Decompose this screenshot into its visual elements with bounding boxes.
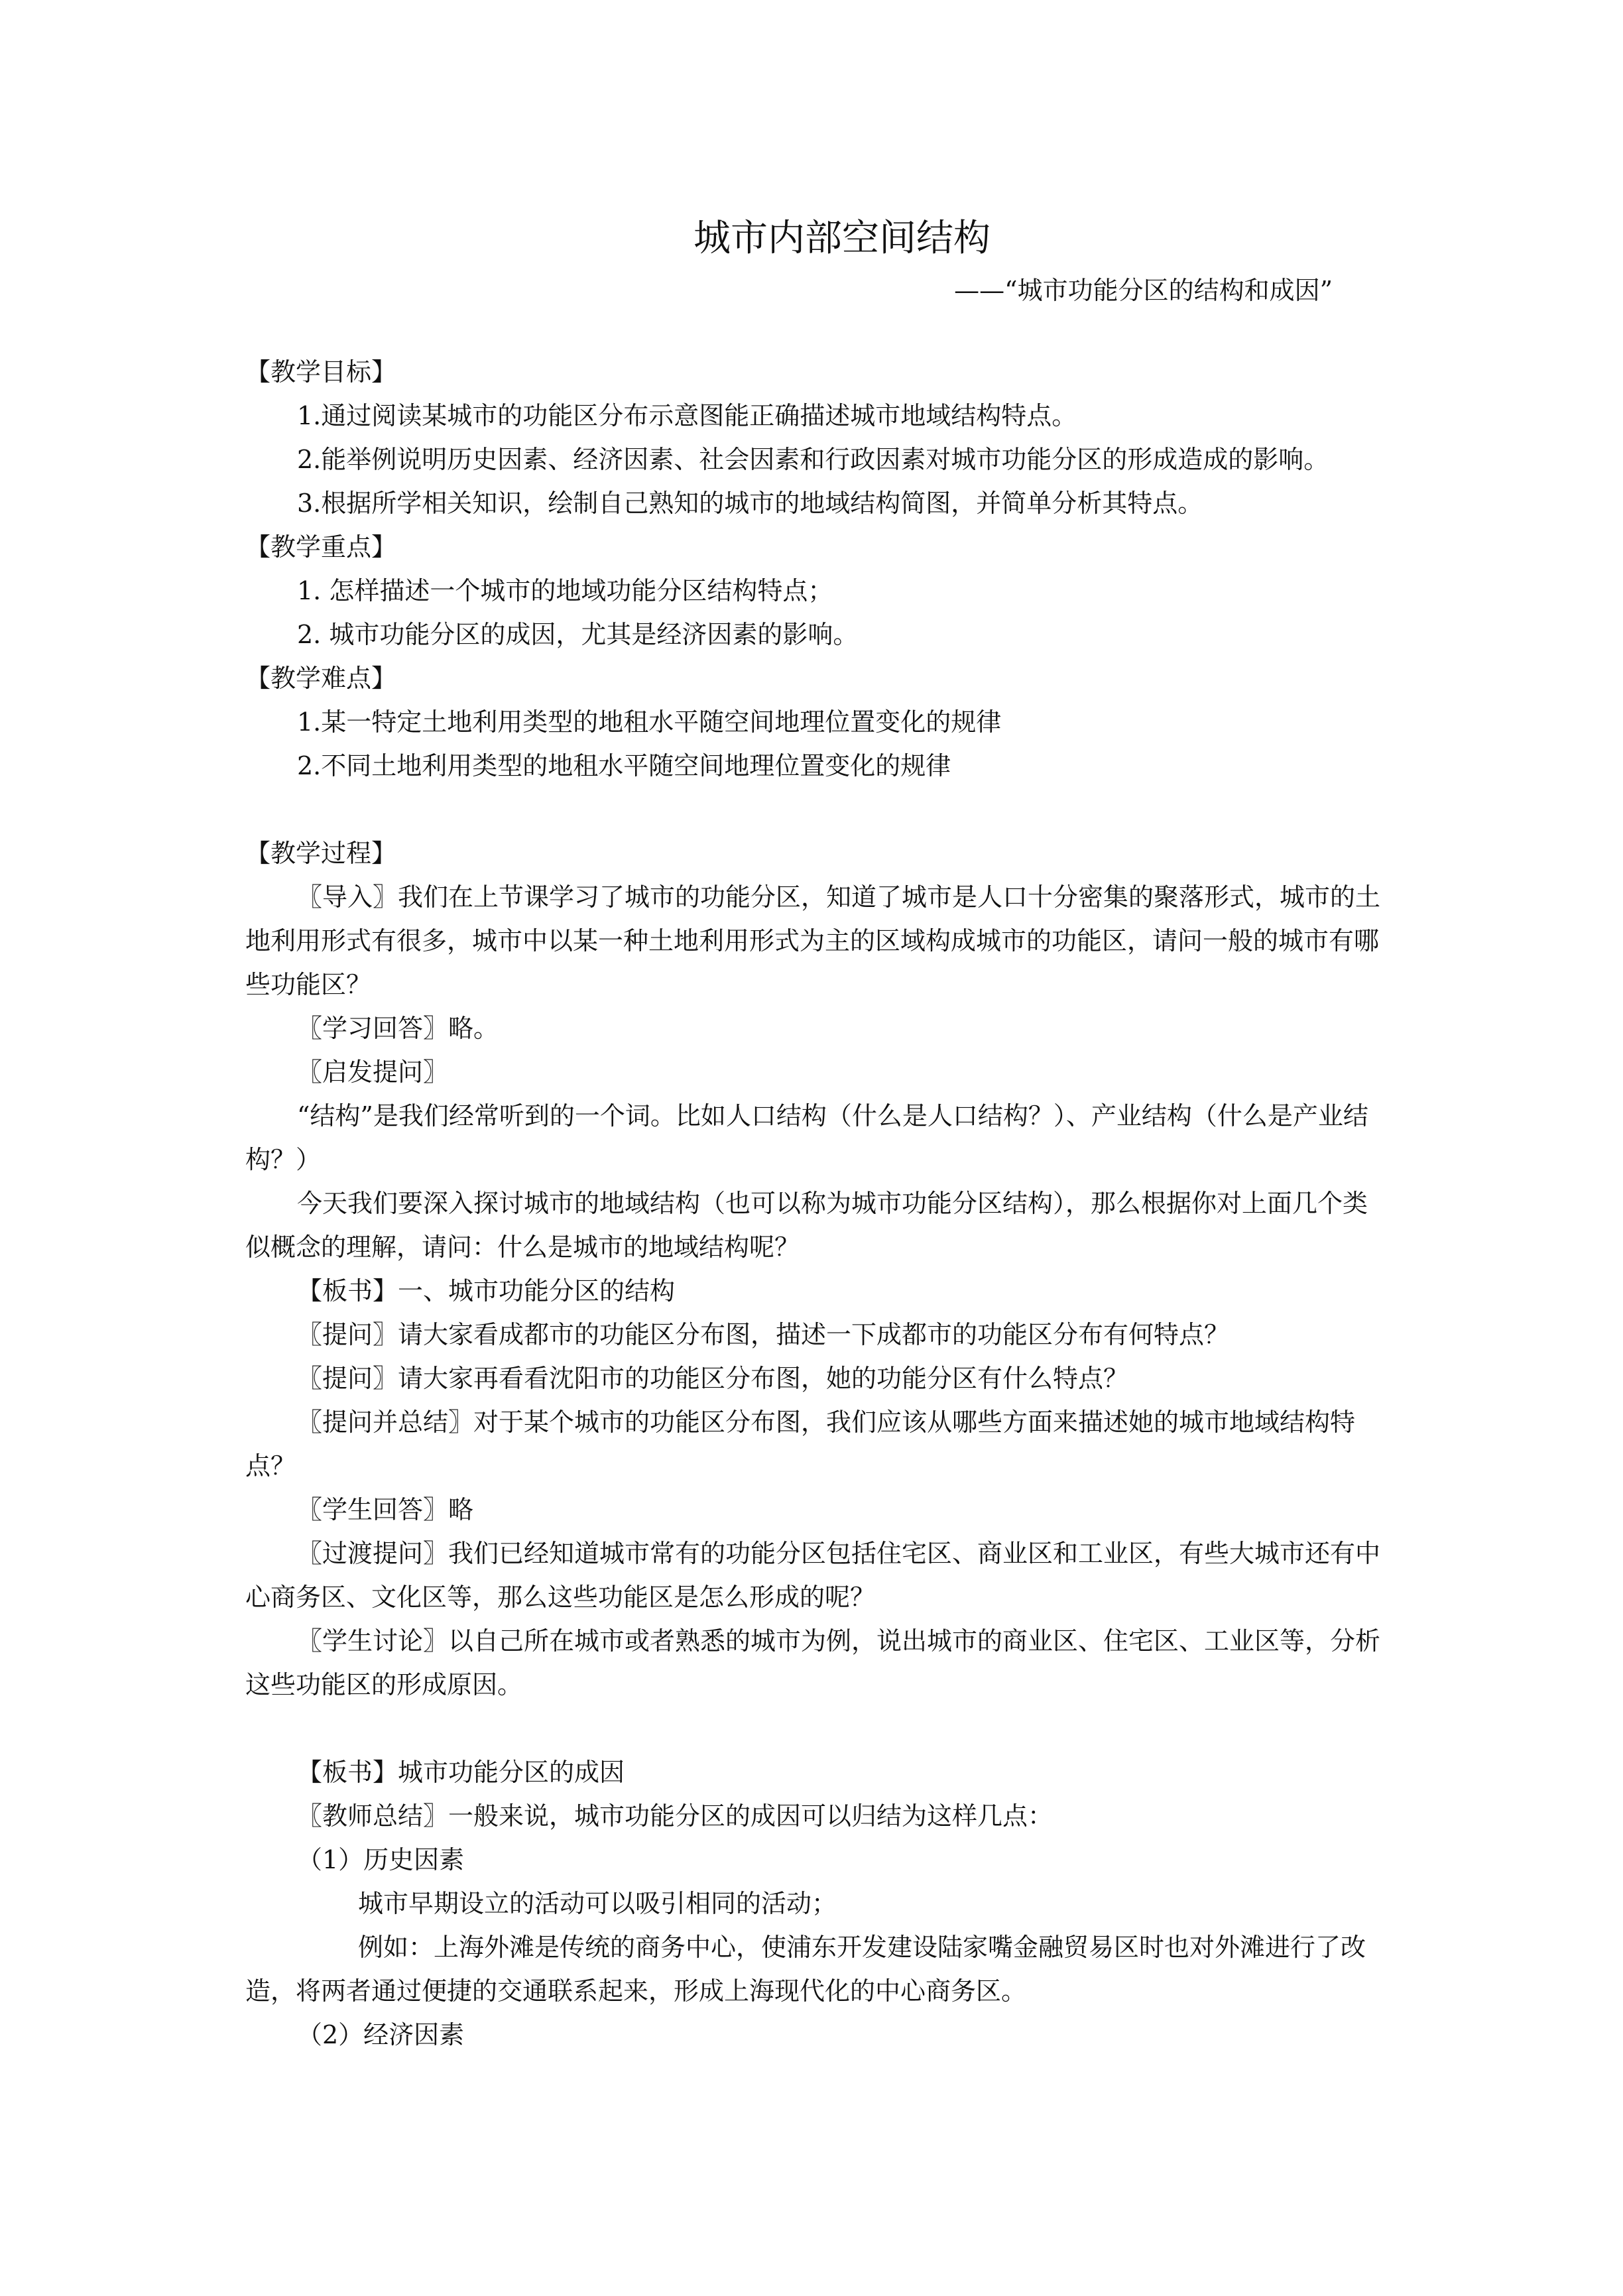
process-discussion: 〖学生讨论〗以自己所在城市或者熟悉的城市为例，说出城市的商业区、住宅区、工业区等，分析这些功能区的形成原因。 (245, 1626, 1381, 1699)
process-prompt: 〖启发提问〗 (297, 1057, 449, 1087)
spacer (245, 1707, 1392, 1750)
process-intro: 〖导入〗我们在上节课学习了城市的功能分区，知道了城市是人口十分密集的聚落形式，城市的土地利用形式有很多，城市中以某一种土地利用形式为主的区域构成城市的功能区，请问一般的城市有哪些功能区？ (245, 882, 1381, 999)
causes-summary: 〖教师总结〗一般来说，城市功能分区的成因可以归结为这样几点： (297, 1801, 1053, 1831)
document-page (245, 199, 1392, 2057)
key-point-1: 1. 怎样描述一个城市的地域功能分区结构特点； (297, 576, 833, 605)
factor-historical: （1）历史因素 (297, 1845, 465, 1874)
factor-economic: （2）经济因素 (297, 2020, 465, 2049)
factor-historical-text: 城市早期设立的活动可以吸引相同的活动； (358, 1889, 837, 1918)
causes-board: 【板书】城市功能分区的成因 (297, 1758, 625, 1787)
spacer (245, 788, 1392, 831)
difficulty-1: 1.某一特定土地利用类型的地租水平随空间地理位置变化的规律 (297, 707, 1002, 737)
goal-item-1: 1.通过阅读某城市的功能区分布示意图能正确描述城市地域结构特点。 (297, 401, 1077, 430)
page-subtitle: ——“城市功能分区的结构和成因” (954, 276, 1333, 305)
process-today: 今天我们要深入探讨城市的地域结构（也可以称为城市功能分区结构），那么根据你对上面几个类似概念的理解，请问：什么是城市的地域结构呢？ (245, 1189, 1368, 1262)
process-heading: 【教学过程】 (245, 839, 397, 868)
process-question-shenyang: 〖提问〗请大家再看看沈阳市的功能区分布图，她的功能分区有什么特点？ (297, 1364, 1129, 1393)
process-structure-concept: “结构”是我们经常听到的一个词。比如人口结构（什么是人口结构？）、产业结构（什么是产业结构？） (245, 1101, 1368, 1174)
difficulty-2: 2.不同土地利用类型的地租水平随空间地理位置变化的规律 (297, 751, 951, 780)
key-point-2: 2. 城市功能分区的成因，尤其是经济因素的影响。 (297, 620, 859, 649)
goals-heading: 【教学目标】 (245, 357, 397, 387)
process-transition: 〖过渡提问〗我们已经知道城市常有的功能分区包括住宅区、商业区和工业区，有些大城市还有中心商务区、文化区等，那么这些功能区是怎么形成的呢？ (245, 1539, 1381, 1612)
page-title: 城市内部空间结构 (693, 217, 991, 260)
process-student-answer: 〖学生回答〗略 (297, 1495, 474, 1524)
difficulties-heading: 【教学难点】 (245, 664, 397, 693)
process-question-chengdu: 〖提问〗请大家看成都市的功能区分布图，描述一下成都市的功能区分布有何特点？ (297, 1320, 1230, 1349)
process-board-1: 【板书】一、城市功能分区的结构 (297, 1276, 676, 1305)
process-question-summary: 〖提问并总结〗对于某个城市的功能区分布图，我们应该从哪些方面来描述她的城市地域结构特点？ (245, 1408, 1356, 1480)
goal-item-3: 3.根据所学相关知识，绘制自己熟知的城市的地域结构简图，并简单分析其特点。 (297, 489, 1203, 518)
goal-item-2: 2.能举例说明历史因素、经济因素、社会因素和行政因素对城市功能分区的形成造成的影响。 (297, 445, 1329, 474)
process-answer: 〖学习回答〗略。 (297, 1014, 499, 1043)
key-points-heading: 【教学重点】 (245, 532, 397, 562)
factor-historical-example: 例如：上海外滩是传统的商务中心，使浦东开发建设陆家嘴金融贸易区时也对外滩进行了改造，将两者通过便捷的交通联系起来，形成上海现代化的中心商务区。 (245, 1933, 1366, 2006)
